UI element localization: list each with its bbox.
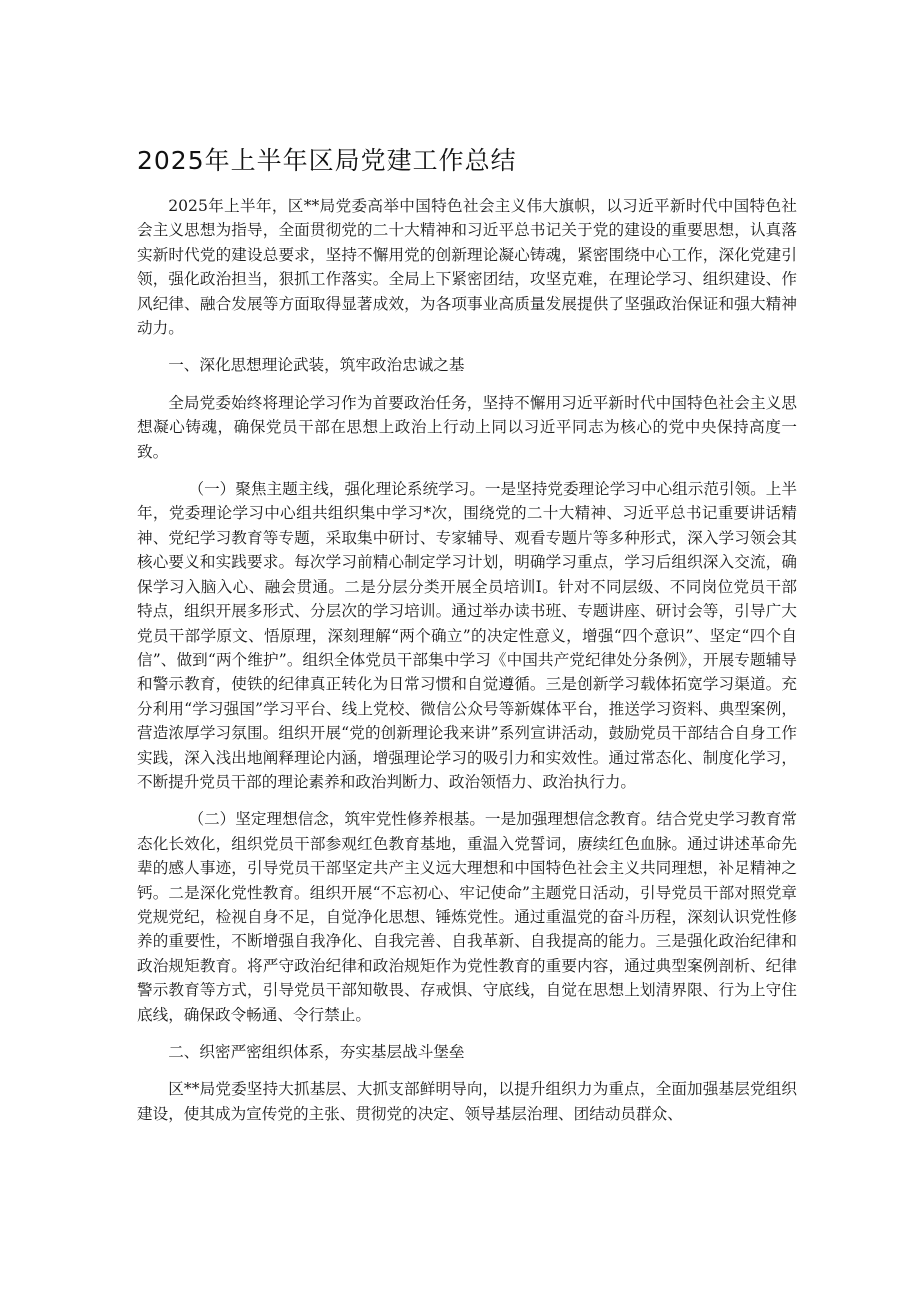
page-title: 2025年上半年区局党建工作总结: [137, 146, 517, 175]
section-1-subsection-1: （一）聚焦主题主线，强化理论系统学习。一是坚持党委理论学习中心组示范引领。上半年，党委理论学习中心组共组织集中学习*次，围绕党的二十大精神、习近平总书记重要讲话精神、党纪学习教育等专题，采取集中研讨、专家辅导、观看专题片等多种形式，深入学习领会其核心要义和实践要求。每次学习前精心制定学习计划，明确学习重点，学习后组织深入交流，确保学习入脑入心、融会贯通。二是分层分类开展全员培训I。针对不同层级、不同岗位党员干部特点，组织开展多形式、分层次的学习培训。通过举办读书班、专题讲座、研讨会等，引导广大党员干部学原文、悟原理，深刻理解“两个确立”的决定性意义，增强“四个意识”、坚定“四个自信”、做到“两个维护”。组织全体党员干部集中学习《中国共产党纪律处分条例》，开展专题辅导和警示教育，使铁的纪律真正转化为日常习惯和自觉遵循。三是创新学习载体拓宽学习渠道。充分利用“学习强国”学习平台、线上党校、微信公众号等新媒体平台，推送学习资料、典型案例，营造浓厚学习氛围。组织开展“党的创新理论我来讲”系列宣讲活动，鼓励党员干部结合自身工作实践，深入浅出地阐释理论内涵，增强理论学习的吸引力和实效性。通过常态化、制度化学习，不断提升党员干部的理论素养和政治判断力、政治领悟力、政治执行力。: [137, 480, 797, 791]
section-1-heading: 一、深化思想理论武装，筑牢政治忠诚之基: [168, 356, 465, 375]
intro-paragraph: 2025年上半年，区**局党委高举中国特色社会主义伟大旗帜，以习近平新时代中国特色社会主义思想为指导，全面贯彻党的二十大精神和习近平总书记关于党的建设的重要思想，认真落实新时代党的建设总要求，坚持不懈用党的创新理论凝心铸魂，紧密围绕中心工作，深化党建引领，强化政治担当，狠抓工作落实。全局上下紧密团结，攻坚克难，在理论学习、组织建设、作风纪律、融合发展等方面取得显著成效，为各项事业高质量发展提供了坚强政治保证和强大精神动力。: [137, 197, 797, 338]
section-1-lead-paragraph: 全局党委始终将理论学习作为首要政治任务，坚持不懈用习近平新时代中国特色社会主义思想凝心铸魂，确保党员干部在思想上政治上行动上同以习近平同志为核心的党中央保持高度一致。: [137, 393, 797, 461]
section-2-lead-paragraph: 区**局党委坚持大抓基层、大抓支部鲜明导向，以提升组织力为重点，全面加强基层党组织建设，使其成为宣传党的主张、贯彻党的决定、领导基层治理、团结动员群众、: [137, 1080, 797, 1123]
section-1-subsection-2: （二）坚定理想信念，筑牢党性修养根基。一是加强理想信念教育。结合党史学习教育常态化长效化，组织党员干部参观红色教育基地，重温入党誓词，赓续红色血脉。通过讲述革命先辈的感人事迹，引导党员干部坚定共产主义远大理想和中国特色社会主义共同理想，补足精神之钙。二是深化党性教育。组织开展“不忘初心、牢记使命”主题党日活动，引导党员干部对照党章党规党纪，检视自身不足，自觉净化思想、锤炼党性。通过重温党的奋斗历程，深刻认识党性修养的重要性，不断增强自我净化、自我完善、自我革新、自我提高的能力。三是强化政治纪律和政治规矩教育。将严守政治纪律和政治规矩作为党性教育的重要内容，通过典型案例剖析、纪律警示教育等方式，引导党员干部知敬畏、存戒惧、守底线，自觉在思想上划清界限、行为上守住底线，确保政令畅通、令行禁止。: [137, 810, 797, 1024]
document-body: [137, 142, 797, 1139]
section-2-heading: 二、织密严密组织体系，夯实基层战斗堡垒: [168, 1043, 465, 1061]
